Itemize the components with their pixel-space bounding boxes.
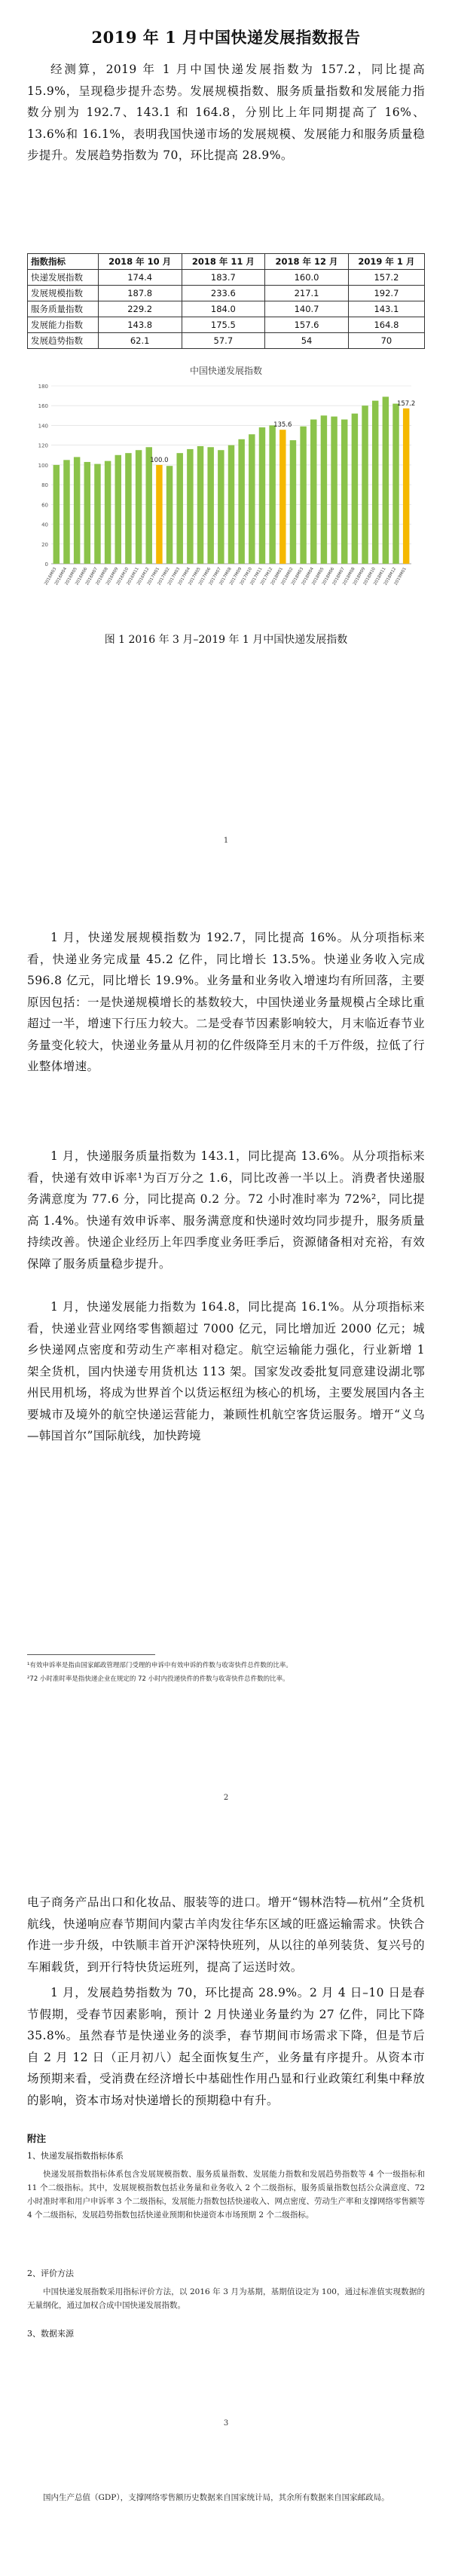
chart-y-tick-label: 40 (41, 522, 48, 528)
note-heading-2: 2、评价方法 (27, 2269, 74, 2278)
chart-bar (146, 447, 152, 564)
page-1 (0, 0, 452, 859)
chart-bar (238, 439, 244, 564)
chart-y-tick-label: 80 (41, 482, 48, 489)
chart-x-tick-label: 2017M12 (260, 567, 274, 586)
page-2 (0, 859, 452, 1824)
chart-x-tick-label: 2018M10 (362, 567, 377, 586)
figure-caption: 图 1 2016 年 3 月–2019 年 1 月中国快递发展指数 (104, 634, 348, 646)
chart-bar (176, 453, 182, 564)
chart-bar (218, 450, 224, 564)
chart-x-tick-label: 2017M08 (218, 567, 233, 586)
table-cell: 发展能力指数 (28, 317, 99, 333)
chart-y-tick-label: 180 (38, 384, 48, 390)
table-header: 2019 年 1 月 (348, 254, 424, 270)
note-heading-1: 1、快递发展指数指标体系 (27, 2151, 124, 2161)
chart-x-tick-label: 2017M05 (188, 567, 202, 586)
chart-y-tick-label: 160 (38, 403, 48, 410)
chart-y-tick-label: 60 (41, 502, 48, 509)
table-cell: 175.5 (182, 317, 265, 333)
table-cell: 发展规模指数 (28, 286, 99, 301)
chart-bar (136, 450, 142, 564)
chart-x-tick-label: 2017M09 (229, 567, 243, 586)
chart-x-tick-label: 2019M01 (393, 567, 408, 586)
chart-x-tick-label: 2018M04 (301, 567, 315, 586)
chart-x-axis (44, 567, 408, 586)
chart-bar (156, 465, 162, 564)
chart-bar (321, 415, 327, 564)
chart-x-tick-label: 2017M03 (167, 567, 182, 586)
table-cell: 70 (348, 333, 424, 349)
table-row (28, 301, 425, 317)
table-header-row (28, 254, 425, 270)
table-row (28, 286, 425, 301)
index-bar-chart (27, 360, 425, 620)
trend-paragraph: 1 月，发展趋势指数为 70，环比提高 28.9%。2 月 4 日–10 日是春节假期，受春节因素影响，预计 2 月快递业务量约为 27 亿件，同比下降 35.8%。虽然春节是快递业务的淡季，春节期间市场需求下降，但是节后自 2 月 12 日（正月初八）起全面恢复生产，业务量有序提升。从资本市场预期来看，受消费在经济增长中基础性作用凸显和行业政策红利集中释放的影响，资本市场对快递增长的预期稳中有升。 (27, 1986, 425, 2107)
table-header: 指数指标 (28, 254, 99, 270)
chart-x-tick-label: 2017M11 (249, 567, 264, 586)
chart-title: 中国快递发展指数 (189, 366, 263, 376)
chart-bar (115, 455, 121, 564)
chart-y-tick-label: 0 (44, 561, 48, 568)
chart-x-tick-label: 2017M02 (157, 567, 171, 586)
chart-x-tick-label: 2018M02 (280, 567, 295, 586)
chart-bar (341, 420, 347, 564)
table-cell: 157.2 (348, 270, 424, 286)
chart-x-tick-label: 2018M06 (322, 567, 336, 586)
page-number: 1 (223, 837, 229, 845)
index-table (27, 253, 425, 349)
chart-x-tick-label: 2018M07 (331, 567, 346, 586)
chart-bar (331, 417, 337, 564)
chart-x-tick-label: 2016M11 (126, 567, 140, 586)
chart-x-tick-label: 2017M06 (198, 567, 212, 586)
chart-bar (403, 408, 409, 564)
chart-x-tick-label: 2016M07 (84, 567, 99, 586)
chart-bar (166, 466, 173, 564)
chart-bar (279, 430, 286, 564)
chart-bar (207, 447, 213, 564)
chart-x-tick-label: 2017M01 (146, 567, 161, 586)
table-row (28, 317, 425, 333)
table-cell: 快递发展指数 (28, 270, 99, 286)
page-number: 2 (223, 1794, 229, 1802)
chart-bar (105, 461, 111, 564)
chart-data-label: 100.0 (150, 456, 169, 464)
chart-bar (383, 396, 389, 564)
table-header: 2018 年 10 月 (98, 254, 182, 270)
chart-bar (392, 404, 399, 564)
footnote-divider (27, 1654, 155, 1655)
notes-title: 附注 (27, 2133, 47, 2144)
table-cell: 发展趋势指数 (28, 333, 99, 349)
chart-x-tick-label: 2016M05 (64, 567, 78, 586)
chart-x-tick-label: 2018M12 (383, 567, 398, 586)
chart-y-axis (38, 384, 48, 568)
chart-y-tick-label: 20 (41, 541, 48, 548)
chart-bar (362, 405, 368, 564)
scale-paragraph: 1 月，快递发展规模指数为 192.7，同比提高 16%。从分项指标来看，快递业务完成量 45.2 亿件，同比增长 13.5%。快递业务收入完成 596.8 亿元，同比增长 19.9%。业务量和业务收入增速均有所回落，主要原因包括：一是快递规模增长的基数较大，中国快递业务量规模占全球比重超过一半，增速下行压力较大。二是受春节因素影响较大，月末临近春节业务量变化较大，快递业务量从月初的亿件级降至月末的千万件级，拉低了行业整体增速。 (27, 931, 425, 1073)
chart-x-tick-label: 2016M09 (105, 567, 120, 586)
chart-bar (187, 449, 193, 564)
chart-bar (74, 457, 80, 564)
note-paragraph-1: 快递发展指数指标体系包含发展规模指数、服务质量指数、发展能力指数和发展趋势指数等 4 个一级指标和 11 个二级指标。其中，发展规模指数包括业务量和业务收入 2 个二级指标，服务质量指数包括公众满意度、72 小时准时率和用户申诉率 3 个二级指标，发展能力指数包括快递收入、网点密度、劳动生产率和支撑网络零售额等 4 个二级指标，发展趋势指数包括快递业预期和快递资本市场预期 2 个二级指标。 (27, 2170, 425, 2220)
note-paragraph-2: 中国快递发展指数采用指标评价方法，以 2016 年 3 月为基期，基期值设定为 100，通过标准值实现数据的无量纲化，通过加权合成中国快递发展指数。 (27, 2287, 425, 2310)
chart-x-tick-label: 2018M01 (270, 567, 285, 586)
table-cell: 229.2 (98, 301, 182, 317)
note-heading-3: 3、数据来源 (27, 2329, 74, 2339)
quality-paragraph: 1 月，快递服务质量指数为 143.1，同比提高 13.6%。从分项指标来看，快递有效申诉率¹为百万分之 1.6，同比改善一半以上。消费者快递服务满意度为 77.6 分，同比提高 0.2 分。72 小时准时率为 72%²，同比提高 1.4%。快递有效申诉率、服务满意度和快递时效均同步提升，服务质量持续改善。快递企业经历上年四季度业务旺季后，资源储备相对充裕，有效保障了服务质量稳步提升。 (27, 1149, 425, 1271)
report-title: 2019 年 1 月中国快递发展指数报告 (91, 28, 361, 47)
chart-y-tick-label: 140 (38, 423, 48, 430)
page-number: 3 (223, 2419, 229, 2428)
chart-x-tick-label: 2016M12 (136, 567, 151, 586)
table-row (28, 333, 425, 349)
chart-x-tick-label: 2016M03 (44, 567, 58, 586)
chart-bar (125, 453, 131, 564)
footnote-2: ²72 小时准时率是指快递企业在规定的 72 小时内投递快件的件数与收寄快件总件数的比率。 (27, 1675, 289, 1683)
table-cell: 187.8 (98, 286, 182, 301)
chart-x-tick-label: 2016M08 (95, 567, 109, 586)
table-header: 2018 年 11 月 (182, 254, 265, 270)
page-3 (0, 1824, 452, 2576)
table-cell: 143.1 (348, 301, 424, 317)
table-cell: 217.1 (265, 286, 349, 301)
table-cell: 157.6 (265, 317, 349, 333)
chart-bar (300, 427, 306, 564)
table-cell: 183.7 (182, 270, 265, 286)
table-cell: 174.4 (98, 270, 182, 286)
note-paragraph-3: 国内生产总值（GDP），支撑网络零售额历史数据来自国家统计局，其余所有数据来自国家邮政局。 (43, 2493, 389, 2502)
table-cell: 62.1 (98, 333, 182, 349)
table-cell: 57.7 (182, 333, 265, 349)
chart-bar (249, 434, 255, 564)
chart-x-tick-label: 2017M10 (239, 567, 254, 586)
table-cell: 233.6 (182, 286, 265, 301)
table-cell: 192.7 (348, 286, 424, 301)
chart-bars (53, 396, 410, 564)
chart-x-tick-label: 2018M08 (342, 567, 356, 586)
table-cell: 160.0 (265, 270, 349, 286)
chart-x-tick-label: 2016M10 (115, 567, 130, 586)
chart-bar (63, 460, 69, 564)
table-header: 2018 年 12 月 (265, 254, 349, 270)
capability-paragraph: 1 月，快递发展能力指数为 164.8，同比提高 16.1%。从分项指标来看，快递业营业网络零售额超过 7000 亿元，同比增加近 2000 亿元；城乡快递网点密度和劳动生产率相对稳定。航空运输能力强化，行业新增 1 架全货机，国内快递专用货机达 113 架。国家发改委批复同意建设湖北鄂州民用机场，将成为世界首个以货运枢纽为核心的机场，主要发展国内各主要城市及境外的航空快递运营能力，兼顾性机航空客货运服务。增开“义乌—韩国首尔”国际航线，加快跨境 (27, 1300, 425, 1442)
chart-bar (310, 420, 316, 564)
table-cell: 服务质量指数 (28, 301, 99, 317)
intro-paragraph: 经测算，2019 年 1 月中国快递发展指数为 157.2，同比提高 15.9%，呈现稳步提升态势。发展规模指数、服务质量指数和发展能力指数分别为 192.7、143.1 和 164.8，分别比上年同期提高了 16%、13.6%和 16.1%，表明我国快递市场的发展规模、发展能力和服务质量稳步提升。发展趋势指数为 70，环比提高 28.9%。 (27, 63, 425, 162)
chart-bar (94, 464, 100, 564)
table-cell: 140.7 (265, 301, 349, 317)
chart-x-tick-label: 2017M07 (208, 567, 223, 586)
chart-y-tick-label: 120 (38, 442, 48, 449)
chart-bar (84, 462, 90, 564)
chart-data-label: 157.2 (396, 399, 416, 408)
footnote-1: ¹有效申诉率是指由国家邮政管理部门受理的申诉中有效申诉的件数与收寄快件总件数的比率。 (27, 1662, 292, 1669)
chart-bar (259, 427, 265, 564)
table-cell: 54 (265, 333, 349, 349)
chart-bar (290, 440, 296, 564)
table-cell: 164.8 (348, 317, 424, 333)
chart-x-tick-label: 2018M05 (311, 567, 325, 586)
chart-bar (372, 401, 378, 564)
chart-data-label: 135.6 (273, 421, 292, 430)
chart-y-tick-label: 100 (38, 462, 48, 469)
chart-bar (352, 414, 358, 564)
chart-x-tick-label: 2018M09 (352, 567, 367, 586)
chart-bar (228, 445, 234, 564)
chart-bar (269, 425, 275, 564)
capability-paragraph-continued: 电子商务产品出口和化妆品、服装等的进口。增开“锡林浩特—杭州”全货机航线，快递响应春节期间内蒙古羊肉发往华东区域的旺盛运输需求。快铁合作进一步升级，中铁顺丰首开沪深特快班列，从以往的单列装货、复兴号的车厢载货，到开行特快货运班列，提高了运送时效。 (27, 1895, 425, 1974)
chart-x-tick-label: 2016M06 (75, 567, 89, 586)
chart-x-tick-label: 2018M03 (291, 567, 305, 586)
table-row (28, 270, 425, 286)
chart-x-tick-label: 2017M04 (177, 567, 192, 586)
table-cell: 143.8 (98, 317, 182, 333)
chart-x-tick-label: 2016M04 (53, 567, 69, 586)
chart-bar (53, 465, 60, 564)
table-cell: 184.0 (182, 301, 265, 317)
chart-x-tick-label: 2018M11 (373, 567, 387, 586)
chart-bar (197, 446, 203, 564)
